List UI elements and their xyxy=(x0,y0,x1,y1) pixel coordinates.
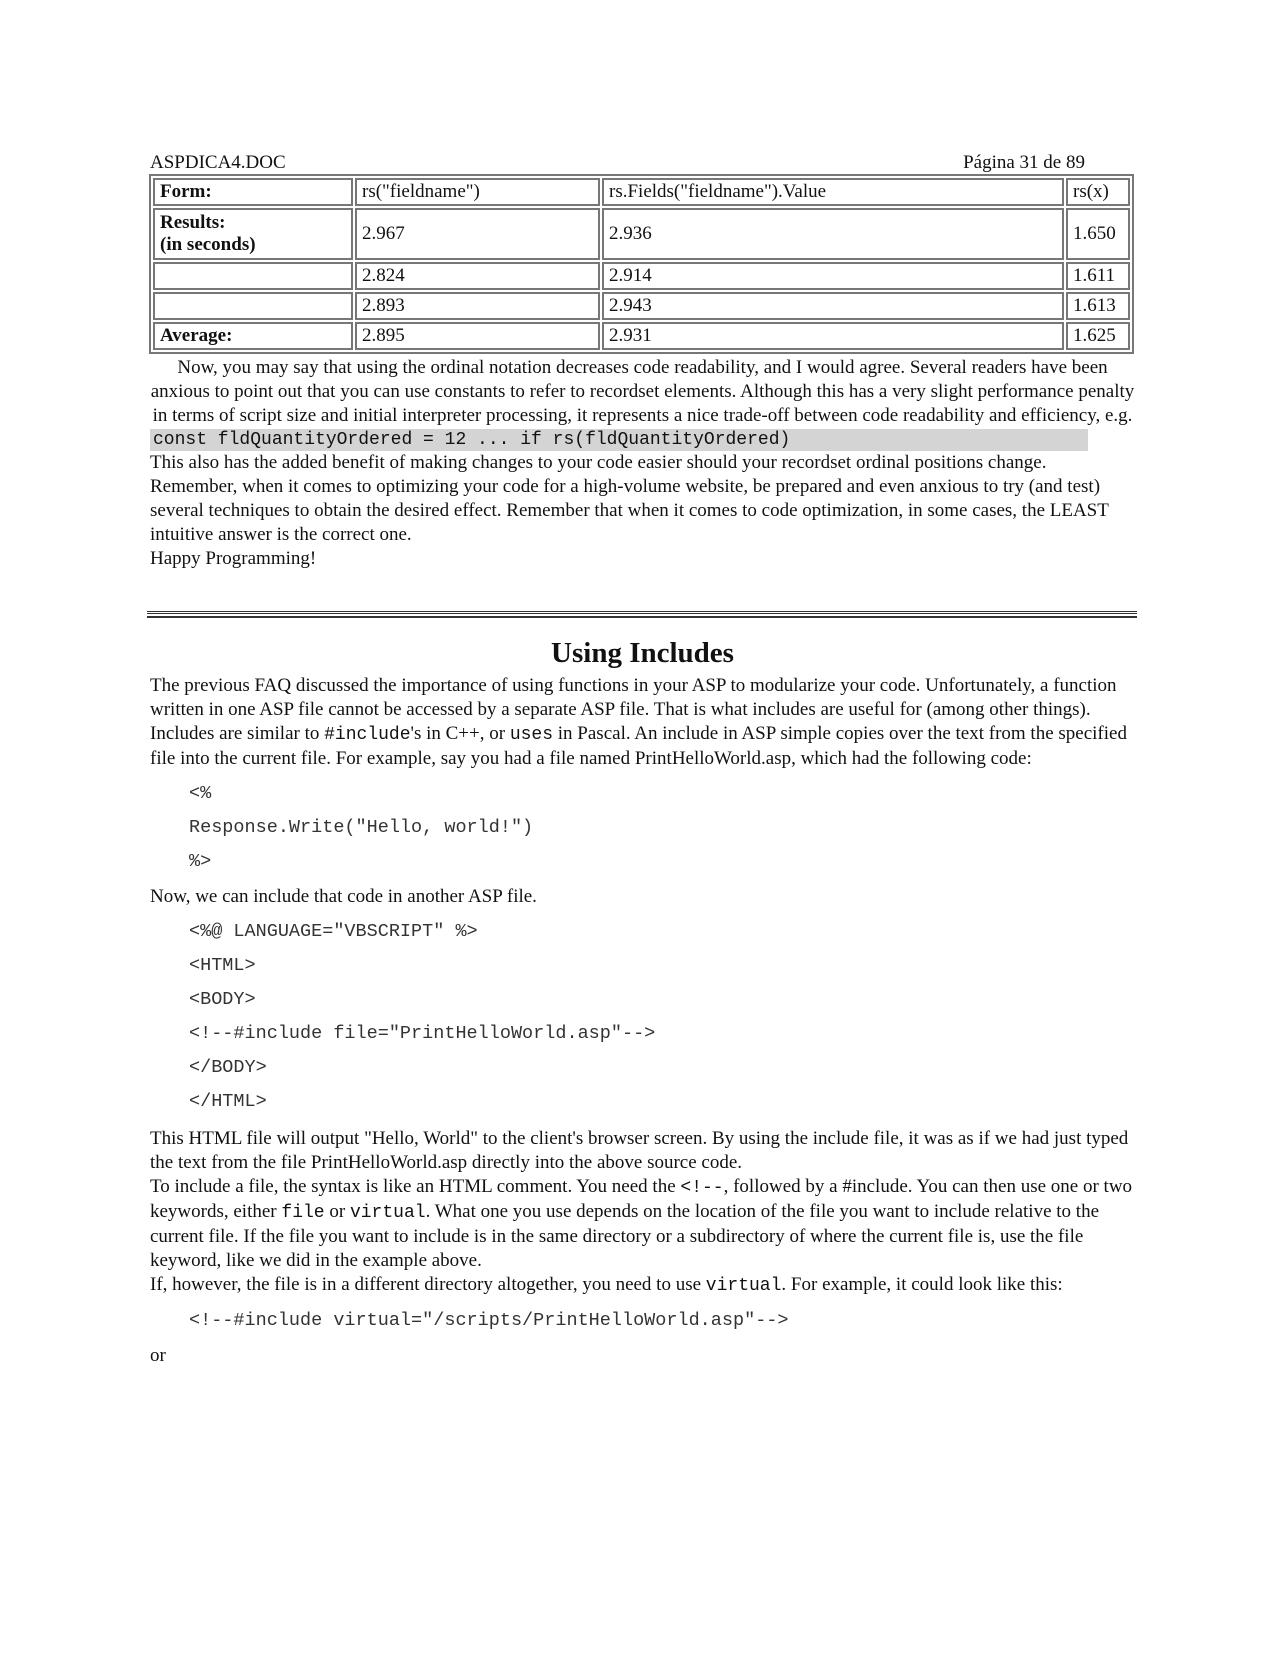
text-run: Includes are similar to xyxy=(150,723,325,744)
paragraph xyxy=(150,1273,1135,1298)
page-header xyxy=(150,150,1135,174)
paragraph: or xyxy=(150,1345,166,1366)
text-run: . What one you use depends on the location of the file you want to include relative to the current file. If the file you want to include is in the same directory or a subdirectory of where the current file is, use the file keyword, like we did in the example above. xyxy=(150,1201,1099,1271)
table-cell: 1.625 xyxy=(1066,322,1130,350)
table-cell: 2.967 xyxy=(355,208,600,260)
table-cell: 1.611 xyxy=(1066,262,1130,290)
table-cell: 2.824 xyxy=(355,262,600,290)
table-header-cell: rs(x) xyxy=(1066,178,1130,206)
paragraph xyxy=(150,722,1135,771)
table-row xyxy=(153,322,1130,350)
paragraph: This also has the added benefit of making changes to your code easier should your recordset ordinal positions change. xyxy=(150,452,1047,473)
section-title: Using Includes xyxy=(551,637,734,669)
code-line: <%@ LANGUAGE="VBSCRIPT" %> xyxy=(189,921,478,942)
text-run: in Pascal. An include in ASP simple copies over the text from the specified file into the current file. For example, say you had a file named PrintHelloWorld.asp, which had the following code: xyxy=(150,723,1127,769)
paragraph: The previous FAQ discussed the importance of using functions in your ASP to modularize your code. Unfortunately, a function written in one ASP file cannot be accessed by a separate ASP file. That is what includes are useful for (among other things). xyxy=(150,675,1117,720)
text-run: or xyxy=(324,1201,350,1222)
closing-line: Happy Programming! xyxy=(150,548,317,569)
table-header-row xyxy=(153,178,1130,206)
table-cell: 2.936 xyxy=(602,208,1064,260)
text-run: . For example, it could look like this: xyxy=(781,1274,1063,1295)
table-cell: 2.914 xyxy=(602,262,1064,290)
table-cell: 2.893 xyxy=(355,292,600,320)
inline-code: file xyxy=(281,1203,325,1223)
page-number: Página 31 de 89 xyxy=(963,152,1085,173)
text-run: If, however, the file is in a different directory altogether, you need to use xyxy=(150,1274,706,1295)
inline-code: <!-- xyxy=(680,1178,724,1198)
table-cell: 2.895 xyxy=(355,322,600,350)
inline-code: virtual xyxy=(705,1276,782,1296)
table-row xyxy=(153,262,1130,290)
table-header-cell: Form: xyxy=(153,178,353,206)
paragraph: Remember, when it comes to optimizing your code for a high-volume website, be prepared and even anxious to try (and test) several techniques to obtain the desired effect. Remember that when it comes to code optimization, in some cases, the LEAST intuitive answer is the correct one. xyxy=(150,476,1109,545)
code-block xyxy=(150,915,1135,1119)
code-line: </BODY> xyxy=(189,1057,267,1078)
code-block xyxy=(150,777,1135,879)
text-run: , followed by a #include. You can then use one or two keywords, either xyxy=(150,1176,1133,1222)
table-header-cell: rs("fieldname") xyxy=(355,178,600,206)
table-cell: Results: (in seconds) xyxy=(153,208,353,260)
code-line: </HTML> xyxy=(189,1091,267,1112)
paragraph: Now, we can include that code in another ASP file. xyxy=(150,886,537,907)
table-cell: 2.931 xyxy=(602,322,1064,350)
code-line: <BODY> xyxy=(189,989,256,1010)
table-cell: 1.650 xyxy=(1066,208,1130,260)
inline-code: virtual xyxy=(349,1203,426,1223)
doc-name: ASPDICA4.DOC xyxy=(150,152,286,173)
inline-code: uses xyxy=(509,725,554,745)
code-line: Response.Write("Hello, world!") xyxy=(189,817,534,838)
paragraph xyxy=(150,1175,1135,1273)
inline-code: #include xyxy=(324,725,411,745)
table-row xyxy=(153,208,1130,260)
text-run: 's in C++, or xyxy=(410,723,510,744)
code-line: <!--#include file="PrintHelloWorld.asp"--> xyxy=(189,1023,656,1044)
table-cell xyxy=(153,262,353,290)
table-cell: 2.943 xyxy=(602,292,1064,320)
code-snippet: const fldQuantityOrdered = 12 ... if rs(fldQuantityOrdered) xyxy=(150,429,1088,451)
section-divider xyxy=(147,611,1137,618)
table-header-cell: rs.Fields("fieldname").Value xyxy=(602,178,1064,206)
ordinal-notation-paragraph: Now, you may say that using the ordinal notation decreases code readability, and I would agree. Several readers have been anxious to point out that you can use constants to refer to recordset elements. Although this has a very slight performance penalty in terms of script size and initial interpreter processing, it represents a nice trade-off between code readability and efficiency, e.g. xyxy=(150,357,1135,426)
document-page xyxy=(150,150,1135,1368)
code-line: <HTML> xyxy=(189,955,256,976)
table-cell xyxy=(153,292,353,320)
code-line: %> xyxy=(189,851,212,872)
text-run: To include a file, the syntax is like an HTML comment. You need the xyxy=(150,1176,681,1197)
paragraph: This HTML file will output "Hello, World" to the client's browser screen. By using the include file, it was as if we had just typed the text from the file PrintHelloWorld.asp directly into the above source code. xyxy=(150,1128,1129,1173)
code-line: <% xyxy=(189,783,212,804)
table-row xyxy=(153,292,1130,320)
results-table xyxy=(149,174,1134,354)
table-cell: 1.613 xyxy=(1066,292,1130,320)
table-cell: Average: xyxy=(153,322,353,350)
code-line: <!--#include virtual="/scripts/PrintHelloWorld.asp"--> xyxy=(189,1310,789,1331)
